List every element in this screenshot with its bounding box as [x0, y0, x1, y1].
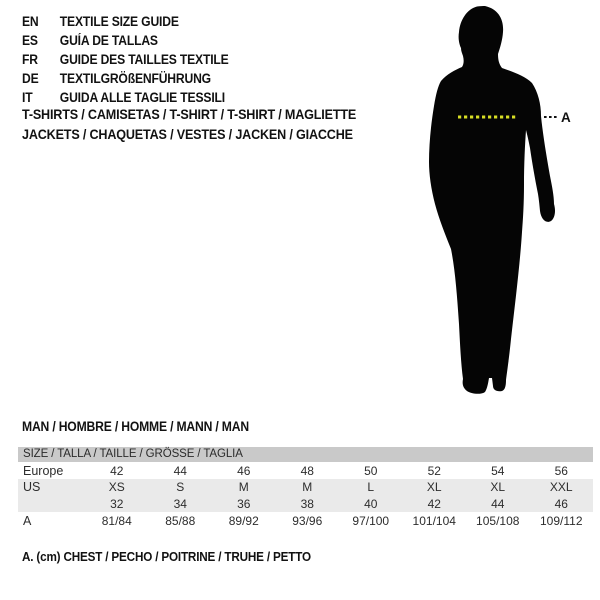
measure-label-a: A: [561, 110, 571, 125]
table-row-us: [18, 479, 593, 512]
size-cell: 38: [300, 496, 314, 511]
language-row-es: [22, 31, 229, 50]
size-cell: 36: [237, 496, 251, 511]
size-cell: 93/96: [292, 513, 323, 528]
size-cell: 32: [110, 496, 124, 511]
size-cell: 89/92: [228, 513, 259, 528]
size-cell: M: [302, 480, 313, 495]
language-label: TEXTILE SIZE GUIDE: [59, 14, 179, 29]
language-code: EN: [22, 14, 39, 29]
size-cell: XXL: [549, 480, 573, 495]
man-silhouette-shape: [429, 6, 555, 394]
size-cell: XS: [108, 480, 125, 495]
table-row-us-numbers: [18, 496, 593, 513]
table-row-europe: [18, 462, 593, 479]
size-cell: 40: [364, 496, 378, 511]
size-cell: 85/88: [165, 513, 196, 528]
row-label: Europe: [23, 463, 64, 478]
size-cell: 81/84: [101, 513, 132, 528]
measurement-footnote: A. (cm) CHEST / PECHO / POITRINE / TRUHE / PETTO: [22, 549, 311, 564]
size-cell: 56: [554, 463, 568, 478]
language-row-it: [22, 88, 229, 107]
size-cell: 42: [427, 496, 441, 511]
size-cell: 46: [554, 496, 568, 511]
size-cell: XL: [426, 480, 442, 495]
row-label: US: [23, 480, 41, 495]
size-cell: 52: [427, 463, 441, 478]
size-cell: 101/104: [412, 513, 456, 528]
language-row-de: [22, 69, 229, 88]
language-list: [22, 12, 252, 107]
language-label: GUIDA ALLE TAGLIE TESSILI: [59, 90, 225, 105]
size-cell: 105/108: [476, 513, 520, 528]
category-tshirts: T-SHIRTS / CAMISETAS / T-SHIRT / T-SHIRT / MAGLIETTE: [22, 106, 357, 122]
man-silhouette-svg: [405, 4, 575, 399]
language-code: DE: [22, 71, 39, 86]
size-cell: M: [238, 480, 249, 495]
size-cell: 50: [364, 463, 378, 478]
table-row-us-letters: [18, 479, 593, 496]
size-cell: 34: [173, 496, 187, 511]
language-label: GUÍA DE TALLAS: [59, 33, 158, 48]
section-title-man: MAN / HOMBRE / HOMME / MANN / MAN: [22, 419, 249, 434]
size-cell: 46: [237, 463, 251, 478]
category-jackets: JACKETS / CHAQUETAS / VESTES / JACKEN / GIACCHE: [22, 125, 353, 142]
language-code: ES: [22, 33, 38, 48]
language-row-fr: [22, 50, 229, 69]
size-table-header: SIZE / TALLA / TAILLE / GRÖSSE / TAGLIA: [18, 447, 593, 462]
size-cell: L: [367, 480, 375, 495]
row-label: A: [23, 513, 32, 528]
size-cell: 109/112: [540, 513, 583, 528]
table-row-chest-a: [18, 512, 593, 529]
language-label: GUIDE DES TAILLES TEXTILE: [59, 52, 229, 67]
man-silhouette-figure: [405, 4, 575, 399]
language-code: FR: [22, 52, 38, 67]
language-label: TEXTILGRÖßENFÜHRUNG: [59, 71, 211, 86]
size-cell: XL: [490, 480, 506, 495]
size-cell: 97/100: [352, 513, 390, 528]
size-cell: 54: [491, 463, 505, 478]
size-cell: 48: [300, 463, 314, 478]
size-table: [18, 447, 593, 529]
language-row-en: [22, 12, 229, 31]
size-cell: S: [176, 480, 185, 495]
language-code: IT: [22, 90, 33, 105]
garment-categories: [22, 106, 393, 145]
size-cell: 42: [110, 463, 124, 478]
size-cell: 44: [173, 463, 187, 478]
size-cell: 44: [491, 496, 505, 511]
